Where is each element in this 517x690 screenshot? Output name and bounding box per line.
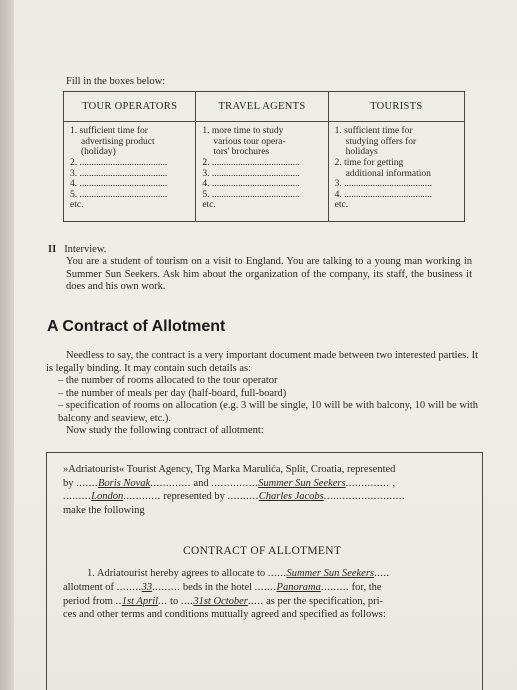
column-header-travel-agents: TRAVEL AGENTS (196, 92, 328, 122)
by-label: by (63, 478, 74, 489)
beds-label: beds in the hotel (182, 582, 253, 593)
blank-line-2[interactable]: 2. ..................................... (70, 157, 168, 168)
clause-1-line-2 (63, 581, 473, 594)
column-header-tourists: TOURISTS (328, 92, 464, 122)
table-line: 1. sufficient time for (334, 126, 413, 136)
contract-parties-line (63, 477, 473, 490)
make-label: make the following (63, 505, 145, 516)
blank-line-3[interactable]: 3. ..................................... (202, 168, 300, 179)
section-number: II (48, 244, 57, 255)
period-label: period from (63, 596, 113, 607)
blank-line-4[interactable]: 4. ..................................... (70, 179, 168, 190)
clause-lead: 1. Adriatourist hereby agrees to allocate to (87, 568, 266, 579)
dots: ........ (116, 582, 142, 593)
allocate-to-field[interactable]: Summer Sun Seekers (286, 568, 375, 579)
dots: .... (180, 596, 194, 607)
contract-city-line (63, 490, 473, 503)
dots: .............. , (345, 478, 396, 489)
clause-rest-1: as per the specification, pri- (266, 596, 384, 607)
beds-count-field[interactable]: 33 (141, 582, 153, 593)
table-line: holidays (345, 147, 378, 158)
dots: ..... (247, 596, 264, 607)
table-line-etc: etc. (70, 200, 84, 211)
travel-agents-cell (196, 122, 328, 222)
clause-1-line-4: ces and other terms and conditions mutually agreed and specified as follows: (63, 609, 386, 620)
dots: ....... (254, 582, 277, 593)
exercise-instruction: Fill in the boxes below: (66, 76, 166, 87)
page-heading: A Contract of Allotment (47, 318, 226, 335)
from-date-field[interactable]: 1st April (121, 596, 159, 607)
to-date-field[interactable]: 31st October (193, 596, 248, 607)
interview-paragraph: You are a student of tourism on a visit to England. You are talking to a young man working in Summer Sun Seekers. Ask him about the organization of the company, its staff, the business it does and his own work. (66, 256, 472, 292)
dots: ..... (374, 568, 390, 579)
intro-paragraph: Needless to say, the contract is a very important document made between two interested parties. It is legally binding. It may contain such details as: (46, 350, 478, 374)
blank-line-4[interactable]: 4. ..................................... (202, 179, 300, 190)
list-item: – specification of rooms on allocation (e.g. 3 will be single, 10 will be with balcony, 10 will be with balcony and seaview, etc.). (58, 400, 478, 424)
table-line: (holiday) (81, 147, 116, 158)
dots: ... (158, 596, 168, 607)
contract-title: CONTRACT OF ALLOTMENT (183, 545, 342, 557)
representative-2-field[interactable]: Charles Jacobs (258, 491, 324, 502)
dots: ......... (152, 582, 181, 593)
clause-1-line-3 (63, 595, 473, 608)
allotment-label: allotment of (63, 582, 115, 593)
dots: ...... (267, 568, 287, 579)
blank-line-3[interactable]: 3. ..................................... (334, 179, 433, 190)
dots: ....... (76, 478, 98, 489)
to-label: to (170, 596, 179, 607)
represented-by-label: represented by (163, 491, 225, 502)
table-line: 1. sufficient time for (70, 126, 148, 136)
fill-in-table (63, 91, 465, 222)
hotel-field[interactable]: Panorama (276, 582, 321, 593)
table-line: various tour opera- (213, 136, 286, 147)
dots: .......................... (323, 491, 406, 502)
table-line: tors' brochures (213, 147, 270, 158)
table-line-etc: etc. (202, 200, 216, 211)
clause-1-line-1 (63, 567, 473, 580)
for-label: for, the (351, 582, 382, 593)
dots: .......... (227, 491, 259, 502)
company-2-field[interactable]: Summer Sun Seekers (258, 478, 346, 489)
and-label: and (193, 478, 209, 489)
tourists-cell (328, 122, 464, 222)
table-line: additional information (345, 168, 431, 179)
list-item: – the number of meals per day (half-board, full-board) (58, 387, 287, 399)
dots: ............ (123, 491, 161, 502)
blank-line-4[interactable]: 4. ..................................... (334, 189, 433, 200)
dots: ......... (63, 491, 92, 502)
intro-text (46, 350, 478, 438)
section-2-heading (48, 244, 106, 255)
blank-line-2[interactable]: 2. ..................................... (202, 157, 300, 168)
tour-operators-cell (64, 122, 196, 222)
blank-line-5[interactable]: 5. ..................................... (70, 189, 168, 200)
contract-party-intro: »Adriatourist« Tourist Agency, Trg Marka Marulića, Split, Croatia, represented (63, 464, 396, 475)
dots: ............. (150, 478, 191, 489)
city-2-field[interactable]: London (91, 491, 124, 502)
table-line: advertising product (81, 136, 155, 147)
dots: ......... (320, 582, 349, 593)
blank-line-3[interactable]: 3. ..................................... (70, 168, 168, 179)
column-header-tour-operators: TOUR OPERATORS (64, 92, 196, 122)
table-line-etc: etc. (334, 200, 349, 211)
dots: .. (115, 596, 122, 607)
section-title: Interview. (64, 244, 107, 255)
blank-line-5[interactable]: 5. ..................................... (202, 189, 300, 200)
list-item: – the number of rooms allocated to the tour operator (58, 375, 278, 386)
table-line: 1. more time to study (202, 126, 284, 136)
table-line: 2. time for getting (334, 157, 404, 168)
dots: ............... (211, 478, 259, 489)
intro-closing: Now study the following contract of allotment: (66, 425, 264, 436)
representative-1-field[interactable]: Boris Novak (98, 478, 151, 489)
table-line: studying offers for (345, 136, 417, 147)
